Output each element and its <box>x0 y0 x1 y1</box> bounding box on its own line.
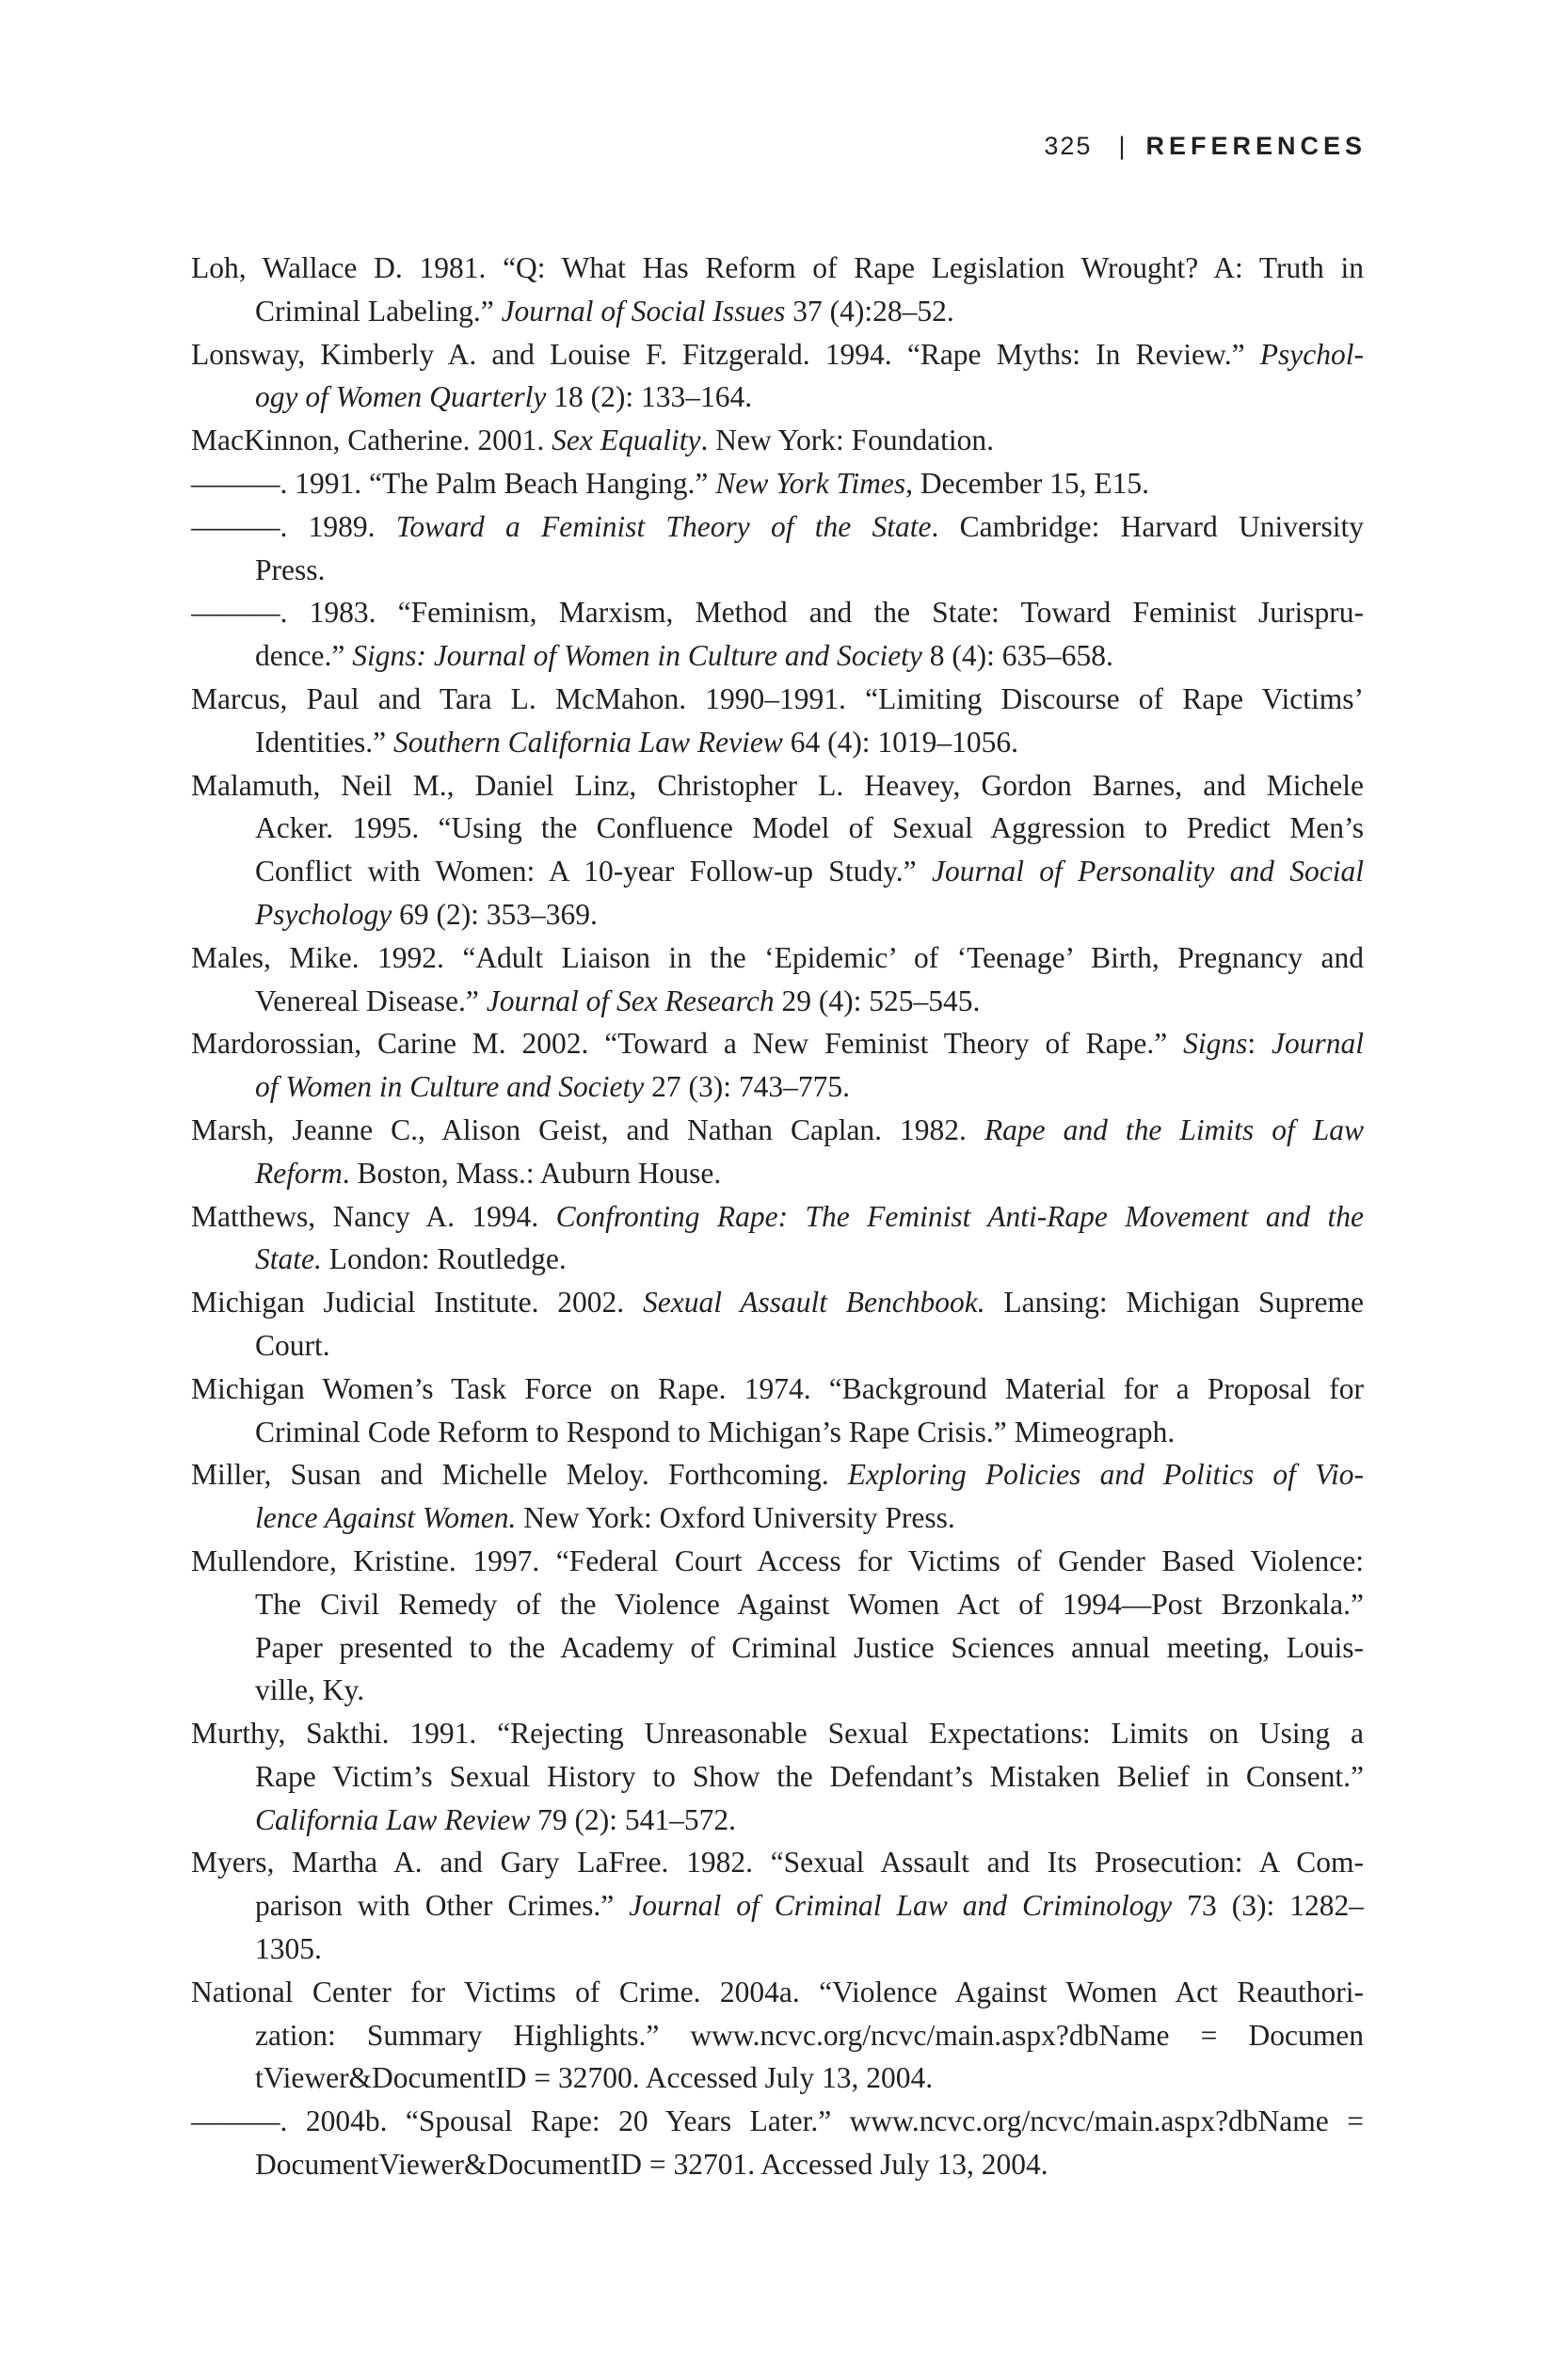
reference-text: Loh, Wallace D. 1981. “Q: What Has Reform of Rape Legislation Wrought? A: Truth in <box>191 251 1364 284</box>
reference-line <box>191 893 1364 936</box>
italic-title: Rape and the Limits of Law <box>984 1112 1364 1146</box>
reference-line <box>191 290 1364 333</box>
reference-text: ———. 1991. “The Palm Beach Hanging.” <box>191 466 716 500</box>
reference-text: Michigan Judicial Institute. 2002. <box>191 1286 643 1320</box>
reference-entry <box>191 678 1364 764</box>
reference-line <box>191 2056 1364 2100</box>
reference-line <box>191 1712 1364 1755</box>
reference-text: National Center for Victims of Crime. 2004a. “Violence Against Women Act Reauthori- <box>191 1975 1364 2008</box>
reference-line <box>191 505 1364 549</box>
reference-text: Mullendore, Kristine. 1997. “Federal Court Access for Victims of Gender Based Violence: <box>191 1544 1364 1577</box>
reference-text: London: Routledge. <box>321 1242 567 1276</box>
reference-entry <box>191 1841 1364 1970</box>
reference-text: zation: Summary Highlights.” www.ncvc.org/ncvc/main.aspx?dbName = Documen <box>255 2018 1364 2052</box>
running-head <box>0 130 1367 162</box>
reference-text: Paper presented to the Academy of Criminal Justice Sciences annual meeting, Louis- <box>255 1630 1364 1664</box>
reference-text: 18 (2): 133–164. <box>546 380 753 414</box>
italic-title: Sexual Assault Benchbook. <box>642 1286 985 1320</box>
reference-line <box>191 1626 1364 1670</box>
reference-text: Murthy, Sakthi. 1991. “Rejecting Unreasonable Sexual Expectations: Limits on Using a <box>191 1717 1364 1751</box>
italic-title: Journal of Personality and Social <box>931 855 1364 888</box>
reference-text: Mardorossian, Carine M. 2002. “Toward a New Feminist Theory of Rape.” <box>191 1027 1184 1061</box>
italic-title: ogy of Women Quarterly <box>255 380 547 414</box>
reference-text: . Cambridge: Harvard University <box>931 509 1364 543</box>
reference-entry <box>191 462 1364 505</box>
reference-line <box>191 2143 1364 2186</box>
reference-entry <box>191 1281 1364 1368</box>
reference-text: Identities.” <box>255 725 393 759</box>
reference-entry <box>191 1022 1364 1109</box>
italic-title: New York Times <box>715 466 906 500</box>
reference-text: Marcus, Paul and Tara L. McMahon. 1990–1991. “Limiting Discourse of Rape Victims’ <box>191 681 1364 715</box>
italic-title: Journal of Criminal Law and Criminology <box>629 1889 1173 1923</box>
reference-text: . Boston, Mass.: Auburn House. <box>342 1156 722 1190</box>
reference-text: 1305. <box>255 1932 322 1966</box>
reference-line <box>191 1411 1364 1454</box>
italic-title: State. <box>255 1242 322 1276</box>
reference-text: dence.” <box>255 639 353 673</box>
reference-line <box>191 1496 1364 1540</box>
reference-line <box>191 764 1364 808</box>
reference-text: tViewer&DocumentID = 32700. Accessed July 13, 2004. <box>255 2061 934 2095</box>
page-number: 325 <box>1044 132 1093 160</box>
reference-line <box>191 419 1364 462</box>
reference-line <box>191 678 1364 721</box>
reference-text: . New York: Foundation. <box>700 424 995 457</box>
reference-text: Venereal Disease.” <box>255 984 487 1017</box>
header-separator: | <box>1118 132 1126 160</box>
italic-title: Signs: Journal of Women in Culture and Society <box>352 639 922 673</box>
italic-title: Journal <box>1271 1027 1364 1061</box>
reference-text: ———. 2004b. “Spousal Rape: 20 Years Later.” www.ncvc.org/ncvc/main.aspx?dbName = <box>191 2104 1364 2138</box>
reference-entry <box>191 1540 1364 1712</box>
reference-line <box>191 247 1364 290</box>
reference-line <box>191 1195 1364 1239</box>
reference-text: Miller, Susan and Michelle Meloy. Forthcoming. <box>191 1458 848 1492</box>
reference-line <box>191 1109 1364 1152</box>
italic-title: Journal of Social Issues <box>501 294 786 328</box>
reference-text: DocumentViewer&DocumentID = 32701. Accessed July 13, 2004. <box>255 2148 1048 2182</box>
reference-line <box>191 376 1364 419</box>
reference-text: Criminal Code Reform to Respond to Michigan’s Rape Crisis.” Mimeograph. <box>255 1415 1176 1448</box>
italic-title: Psychology <box>255 897 392 931</box>
reference-text: ville, Ky. <box>255 1673 365 1707</box>
reference-entry <box>191 764 1364 936</box>
reference-text: 37 (4):28–52. <box>785 294 954 328</box>
reference-entry <box>191 591 1364 678</box>
reference-line <box>191 936 1364 980</box>
reference-entry <box>191 1712 1364 1841</box>
reference-line <box>191 1884 1364 1928</box>
reference-line <box>191 1928 1364 1971</box>
reference-text: 29 (4): 525–545. <box>774 984 981 1017</box>
reference-text: 27 (3): 743–775. <box>644 1070 850 1104</box>
reference-line <box>191 721 1364 764</box>
reference-text: MacKinnon, Catherine. 2001. <box>191 424 552 457</box>
italic-title: Toward a Feminist Theory of the State <box>395 509 932 543</box>
reference-text: parison with Other Crimes.” <box>255 1889 630 1923</box>
italic-title: Southern California Law Review <box>392 725 783 759</box>
reference-text: Michigan Women’s Task Force on Rape. 1974. “Background Material for a Proposal for <box>191 1371 1364 1405</box>
reference-text: Males, Mike. 1992. “Adult Liaison in the ‘Epidemic’ of ‘Teenage’ Birth, Pregnancy and <box>191 940 1364 974</box>
reference-line <box>191 1152 1364 1195</box>
reference-line <box>191 850 1364 893</box>
reference-line <box>191 1022 1364 1065</box>
reference-line <box>191 1324 1364 1368</box>
reference-text: 64 (4): 1019–1056. <box>782 725 1019 759</box>
reference-text: Matthews, Nancy A. 1994. <box>191 1199 556 1233</box>
reference-line <box>191 1669 1364 1712</box>
reference-line <box>191 1755 1364 1799</box>
reference-entry <box>191 936 1364 1023</box>
reference-text: Marsh, Jeanne C., Alison Geist, and Nathan Caplan. 1982. <box>191 1112 984 1146</box>
reference-line <box>191 634 1364 678</box>
reference-list <box>191 247 1364 2186</box>
reference-text: Rape Victim’s Sexual History to Show the Defendant’s Mistaken Belief in Consent.” <box>255 1759 1364 1793</box>
italic-title: Sex Equality <box>552 424 701 457</box>
reference-entry <box>191 1368 1364 1454</box>
reference-line <box>191 807 1364 850</box>
italic-title: lence Against Women. <box>255 1501 517 1535</box>
reference-entry <box>191 247 1364 333</box>
reference-line <box>191 2100 1364 2143</box>
reference-text: Myers, Martha A. and Gary LaFree. 1982. “Sexual Assault and Its Prosecution: A Com- <box>191 1846 1364 1880</box>
italic-title: Confronting Rape: The Feminist Anti-Rape Movement and the <box>555 1199 1364 1233</box>
reference-text: ———. 1989. <box>191 509 396 543</box>
reference-line <box>191 1065 1364 1109</box>
section-title: REFERENCES <box>1145 132 1367 160</box>
reference-line <box>191 549 1364 592</box>
reference-line <box>191 1841 1364 1884</box>
reference-text: ———. 1983. “Feminism, Marxism, Method and the State: Toward Feminist Jurispru- <box>191 596 1364 630</box>
reference-text: Lansing: Michigan Supreme <box>984 1286 1364 1320</box>
reference-text: Court. <box>255 1328 330 1362</box>
reference-entry <box>191 333 1364 420</box>
reference-line <box>191 333 1364 376</box>
reference-line <box>191 1971 1364 2014</box>
reference-text: 79 (2): 541–572. <box>530 1802 736 1836</box>
reference-text: Conflict with Women: A 10-year Follow-up Study.” <box>255 855 932 888</box>
reference-line <box>191 591 1364 634</box>
reference-entry <box>191 505 1364 592</box>
reference-text: Malamuth, Neil M., Daniel Linz, Christopher L. Heavey, Gordon Barnes, and Michele <box>191 768 1364 802</box>
reference-text: : <box>1247 1027 1272 1061</box>
italic-title: California Law Review <box>255 1802 531 1836</box>
reference-line <box>191 1583 1364 1626</box>
reference-line <box>191 1368 1364 1411</box>
reference-line <box>191 1799 1364 1842</box>
reference-line <box>191 980 1364 1023</box>
reference-entry <box>191 1195 1364 1282</box>
reference-text: 73 (3): 1282– <box>1172 1889 1364 1923</box>
reference-text: 8 (4): 635–658. <box>921 639 1113 673</box>
reference-text: 69 (2): 353–369. <box>392 897 598 931</box>
reference-line <box>191 1453 1364 1496</box>
reference-text: Lonsway, Kimberly A. and Louise F. Fitzgerald. 1994. “Rape Myths: In Review.” <box>191 337 1260 371</box>
reference-text: , December 15, E15. <box>905 466 1150 500</box>
reference-entry <box>191 1453 1364 1540</box>
reference-line <box>191 1281 1364 1324</box>
reference-entry <box>191 419 1364 462</box>
reference-line <box>191 2014 1364 2057</box>
italic-title: Signs <box>1183 1027 1248 1061</box>
reference-text: Criminal Labeling.” <box>255 294 502 328</box>
italic-title: Exploring Policies and Politics of Vio- <box>847 1458 1364 1492</box>
reference-text: Acker. 1995. “Using the Confluence Model of Sexual Aggression to Predict Men’s <box>255 811 1364 845</box>
reference-line <box>191 462 1364 505</box>
italic-title: Reform <box>255 1156 343 1190</box>
italic-title: of Women in Culture and Society <box>255 1070 645 1104</box>
reference-line <box>191 1238 1364 1281</box>
reference-entry <box>191 2100 1364 2186</box>
reference-entry <box>191 1971 1364 2100</box>
reference-entry <box>191 1109 1364 1195</box>
reference-line <box>191 1540 1364 1583</box>
italic-title: Psychol- <box>1259 337 1364 371</box>
italic-title: Journal of Sex Research <box>486 984 775 1017</box>
reference-text: The Civil Remedy of the Violence Against Women Act of 1994—Post Brzonkala.” <box>255 1587 1364 1621</box>
reference-text: Press. <box>255 552 326 586</box>
reference-text: New York: Oxford University Press. <box>516 1501 955 1535</box>
